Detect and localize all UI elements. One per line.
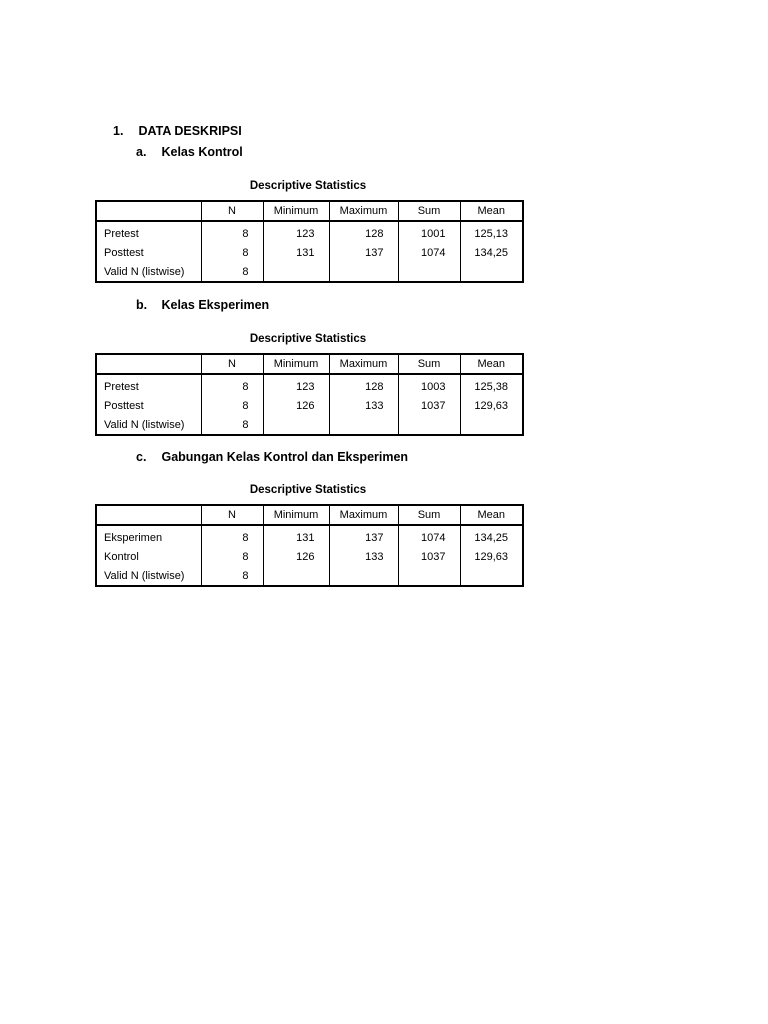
descriptive-stats-table-a (95, 200, 524, 283)
section-heading (113, 124, 242, 138)
header-sum: Sum (398, 354, 460, 374)
cell-sum: 1074 (398, 243, 460, 262)
cell-n: 8 (201, 396, 263, 415)
table-row (96, 525, 523, 547)
header-sum: Sum (398, 505, 460, 525)
table-row (96, 262, 523, 282)
header-maximum: Maximum (329, 354, 398, 374)
cell-minimum: 123 (263, 374, 329, 396)
table-title: Descriptive Statistics (249, 333, 367, 345)
cell-sum: 1003 (398, 374, 460, 396)
cell-maximum (329, 262, 398, 282)
row-label: Posttest (96, 396, 201, 415)
cell-mean (460, 566, 523, 586)
cell-maximum: 137 (329, 243, 398, 262)
cell-minimum: 131 (263, 243, 329, 262)
header-blank (96, 505, 201, 525)
header-blank (96, 354, 201, 374)
cell-maximum: 128 (329, 221, 398, 243)
row-label: Eksperimen (96, 525, 201, 547)
table-row (96, 374, 523, 396)
header-minimum: Minimum (263, 354, 329, 374)
row-label: Kontrol (96, 547, 201, 566)
subsection-letter: a. (136, 145, 147, 159)
header-n: N (201, 505, 263, 525)
header-minimum: Minimum (263, 201, 329, 221)
descriptive-stats-table-c (95, 504, 524, 587)
cell-mean: 129,63 (474, 399, 508, 412)
section-number: 1. (113, 124, 124, 138)
cell-sum: 1074 (398, 525, 460, 547)
cell-n: 8 (201, 415, 263, 435)
subsection-title: Kelas Kontrol (161, 145, 243, 159)
header-minimum: Minimum (263, 505, 329, 525)
subsection-letter: b. (136, 298, 148, 312)
subsection-letter: c. (136, 450, 147, 464)
row-label: Valid N (listwise) (96, 566, 201, 586)
cell-sum (398, 262, 460, 282)
subsection-heading-b (136, 298, 269, 312)
cell-n: 8 (201, 525, 263, 547)
cell-mean (460, 262, 523, 282)
row-label: Posttest (96, 243, 201, 262)
section-title: DATA DESKRIPSI (138, 124, 242, 138)
header-mean: Mean (460, 201, 523, 221)
subsection-title: Kelas Eksperimen (161, 298, 270, 312)
header-mean: Mean (460, 354, 523, 374)
cell-maximum: 128 (329, 374, 398, 396)
table-row (96, 221, 523, 243)
cell-minimum (263, 262, 329, 282)
cell-sum (398, 566, 460, 586)
cell-n: 8 (201, 262, 263, 282)
cell-mean: 134,25 (474, 531, 508, 544)
row-label: Valid N (listwise) (96, 262, 201, 282)
cell-minimum: 131 (263, 525, 329, 547)
header-blank (96, 201, 201, 221)
cell-mean: 129,63 (474, 550, 508, 563)
cell-minimum (263, 415, 329, 435)
cell-n: 8 (201, 374, 263, 396)
cell-sum: 1001 (398, 221, 460, 243)
table-title: Descriptive Statistics (249, 180, 367, 192)
cell-sum: 1037 (398, 396, 460, 415)
cell-maximum (329, 566, 398, 586)
cell-minimum: 126 (263, 547, 329, 566)
header-maximum: Maximum (329, 505, 398, 525)
row-label: Pretest (96, 221, 201, 243)
cell-maximum: 137 (329, 525, 398, 547)
table-header-row (96, 505, 523, 525)
table-row (96, 396, 523, 415)
cell-mean: 125,13 (474, 227, 508, 240)
cell-mean (460, 415, 523, 435)
cell-sum (398, 415, 460, 435)
subsection-heading-a (136, 145, 243, 159)
header-sum: Sum (398, 201, 460, 221)
table-header-row (96, 201, 523, 221)
row-label: Pretest (96, 374, 201, 396)
cell-maximum: 133 (329, 396, 398, 415)
row-label: Valid N (listwise) (96, 415, 201, 435)
cell-sum: 1037 (398, 547, 460, 566)
cell-n: 8 (201, 221, 263, 243)
table-row (96, 566, 523, 586)
descriptive-stats-table-b (95, 353, 524, 436)
header-n: N (201, 354, 263, 374)
table-row (96, 243, 523, 262)
table-header-row (96, 354, 523, 374)
cell-n: 8 (201, 566, 263, 586)
cell-minimum (263, 566, 329, 586)
subsection-heading-c (136, 450, 408, 464)
cell-mean: 125,38 (474, 380, 508, 393)
table-row (96, 547, 523, 566)
cell-minimum: 123 (263, 221, 329, 243)
header-maximum: Maximum (329, 201, 398, 221)
cell-n: 8 (201, 243, 263, 262)
cell-mean: 134,25 (474, 246, 508, 259)
header-mean: Mean (460, 505, 523, 525)
table-row (96, 415, 523, 435)
cell-minimum: 126 (263, 396, 329, 415)
cell-maximum: 133 (329, 547, 398, 566)
cell-n: 8 (201, 547, 263, 566)
cell-maximum (329, 415, 398, 435)
subsection-title: Gabungan Kelas Kontrol dan Eksperimen (161, 450, 409, 464)
header-n: N (201, 201, 263, 221)
table-title: Descriptive Statistics (249, 484, 367, 496)
